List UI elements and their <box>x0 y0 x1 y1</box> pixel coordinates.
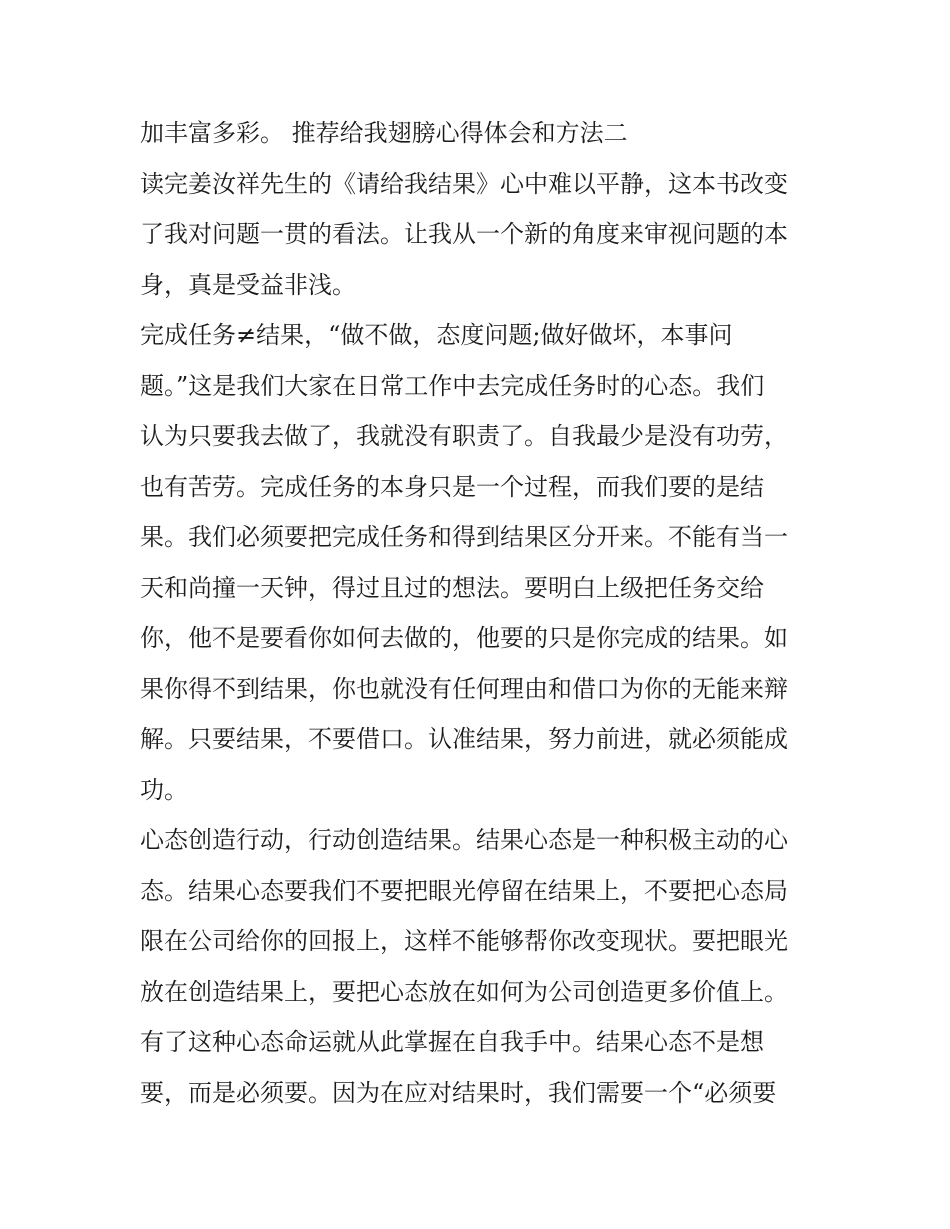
text-line-6: 题。”这是我们大家在日常工作中去完成任务时的心态。我们 <box>140 371 765 400</box>
text-line-15: 心态创造行动，行动创造结果。结果心态是一种积极主动的心 <box>140 826 788 854</box>
text-line-17: 限在公司给你的回报上，这样不能够帮你改变现状。要把眼光 <box>140 927 788 955</box>
text-line-19: 有了这种心态命运就从此掌握在自我手中。结果心态不是想 <box>140 1028 764 1056</box>
text-line-3: 了我对问题一贯的看法。让我从一个新的角度来审视问题的本 <box>140 220 788 248</box>
text-line-1: 加丰富多彩。 推荐给我翅膀心得体会和方法二 <box>140 119 628 147</box>
text-line-4: 身，真是受益非浅。 <box>140 270 356 299</box>
body-text <box>140 108 820 1118</box>
text-line-14: 功。 <box>140 775 188 804</box>
text-line-8: 也有苦劳。完成任务的本身只是一个过程，而我们要的是结 <box>140 472 764 501</box>
text-line-9: 果。我们必须要把完成任务和得到结果区分开来。不能有当一 <box>140 523 788 551</box>
text-line-13: 解。只要结果，不要借口。认准结果，努力前进，就必须能成 <box>140 725 788 753</box>
text-line-12: 果你得不到结果，你也就没有任何理由和借口为你的无能来辩 <box>140 674 788 703</box>
text-line-11: 你，他不是要看你如何去做的，他要的只是你完成的结果。如 <box>140 624 788 652</box>
text-line-7: 认为只要我去做了，我就没有职责了。自我最少是没有功劳， <box>140 422 788 450</box>
text-line-18: 放在创造结果上，要把心态放在如何为公司创造更多价值上。 <box>140 977 788 1006</box>
text-line-16: 态。结果心态要我们不要把眼光停留在结果上，不要把心态局 <box>140 876 788 905</box>
text-line-5: 完成任务≠结果，“做不做，态度问题;做好做坏，本事问 <box>140 321 733 349</box>
text-line-10: 天和尚撞一天钟，得过且过的想法。要明白上级把任务交给 <box>140 573 764 602</box>
text-line-20: 要，而是必须要。因为在应对结果时，我们需要一个“必须要 <box>140 1078 777 1107</box>
text-line-2: 读完姜汝祥先生的《请给我结果》心中难以平静，这本书改变 <box>140 169 788 198</box>
